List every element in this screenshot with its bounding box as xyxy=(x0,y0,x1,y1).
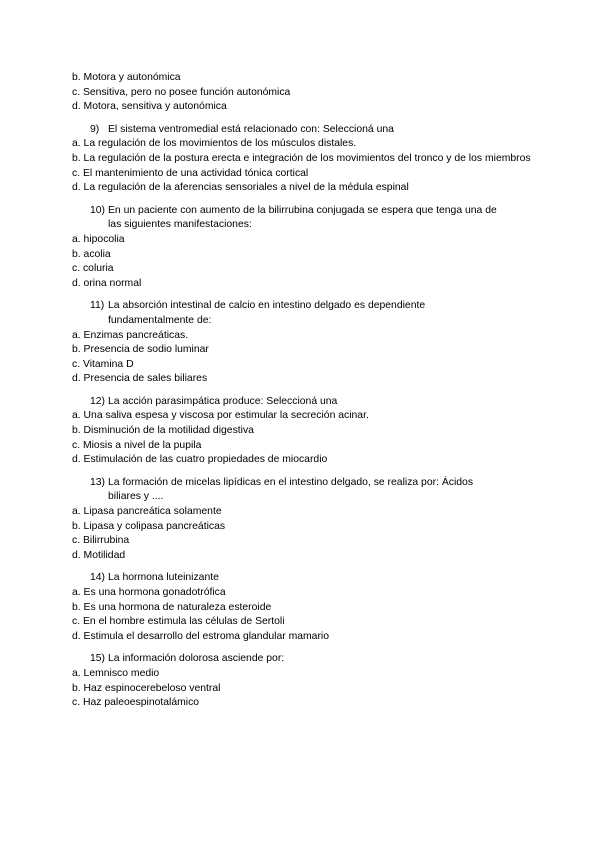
option: b. La regulación de la postura erecta e integración de los movimientos del tronco y de los miembros xyxy=(72,152,531,164)
option: d. Motora, sensitiva y autonómica xyxy=(72,101,227,113)
option: a. Lipasa pancreática solamente xyxy=(72,506,222,518)
question-15 xyxy=(72,652,532,667)
q10-options xyxy=(72,233,532,291)
question-11 xyxy=(72,299,532,328)
option: a. La regulación de los movimientos de los músculos distales. xyxy=(72,138,357,150)
question-12 xyxy=(72,395,532,410)
option: b. Lipasa y colipasa pancreáticas xyxy=(72,520,226,532)
question-text: La formación de micelas lipídicas en el intestino delgado, se realiza por: Ácidos xyxy=(108,476,474,488)
option: d. Presencia de sales biliares xyxy=(72,373,208,385)
option: a. Lemnisco medio xyxy=(72,667,160,679)
question-number: 13) xyxy=(90,476,106,488)
option: c. En el hombre estimula las células de Sertoli xyxy=(72,616,285,628)
question-text-cont: biliares y .... xyxy=(108,491,164,503)
option: b. Presencia de sodio luminar xyxy=(72,344,209,356)
q12-options xyxy=(72,409,532,467)
q14-options xyxy=(72,586,532,644)
question-9 xyxy=(72,123,532,138)
option: b. Haz espinocerebeloso ventral xyxy=(72,682,221,694)
question-number: 11) xyxy=(90,300,105,312)
option: d. La regulación de la aferencias sensoriales a nivel de la médula espinal xyxy=(72,182,409,194)
option: a. Enzimas pancreáticas. xyxy=(72,329,189,341)
question-number: 9) xyxy=(90,123,100,135)
option: b. acolia xyxy=(72,248,111,260)
option: b. Es una hormona de naturaleza esteroide xyxy=(72,601,272,613)
q13-options xyxy=(72,505,532,563)
question-text: El sistema ventromedial está relacionado con: Seleccioná una xyxy=(108,123,394,135)
question-number: 14) xyxy=(90,572,106,584)
question-10 xyxy=(72,204,532,233)
q8-options xyxy=(72,71,532,115)
question-text: La hormona luteinizante xyxy=(108,572,219,584)
question-text-cont: las siguientes manifestaciones: xyxy=(108,219,252,231)
question-13 xyxy=(72,476,532,505)
option: c. Bilirrubina xyxy=(72,535,130,547)
question-text: En un paciente con aumento de la bilirrubina conjugada se espera que tenga una de xyxy=(108,204,497,216)
question-text: La acción parasimpática produce: Seleccioná una xyxy=(108,395,338,407)
option: a. Es una hormona gonadotrófica xyxy=(72,587,226,598)
option: d. orina normal xyxy=(72,277,142,289)
option: c. El mantenimiento de una actividad tónica cortical xyxy=(72,167,309,179)
question-text: La absorción intestinal de calcio en intestino delgado es dependiente xyxy=(108,300,426,312)
question-number: 15) xyxy=(90,653,106,665)
question-14 xyxy=(72,571,532,586)
option: c. coluria xyxy=(72,263,114,275)
option: d. Estimula el desarrollo del estroma glandular mamario xyxy=(72,630,329,642)
question-number: 10) xyxy=(90,204,106,216)
option: d. Motilidad xyxy=(72,549,126,561)
option: c. Sensitiva, pero no posee función autonómica xyxy=(72,86,291,98)
option: a. hipocolia xyxy=(72,233,125,245)
option: b. Disminución de la motilidad digestiva xyxy=(72,425,254,437)
option: c. Vitamina D xyxy=(72,358,134,370)
option: d. Estimulación de las cuatro propiedades de miocardio xyxy=(72,454,328,466)
q11-options xyxy=(72,329,532,387)
question-text-cont: fundamentalmente de: xyxy=(108,314,212,326)
question-text: La información dolorosa asciende por: xyxy=(108,653,285,665)
question-number: 12) xyxy=(90,395,106,407)
option: c. Miosis a nivel de la pupila xyxy=(72,439,202,451)
option: c. Haz paleoespinotalámico xyxy=(72,697,200,709)
option: b. Motora y autonómica xyxy=(72,72,181,83)
exam-content xyxy=(72,71,532,711)
option: a. Una saliva espesa y viscosa por estimular la secreción acinar. xyxy=(72,410,369,422)
q15-options xyxy=(72,667,532,711)
q9-options xyxy=(72,137,532,195)
